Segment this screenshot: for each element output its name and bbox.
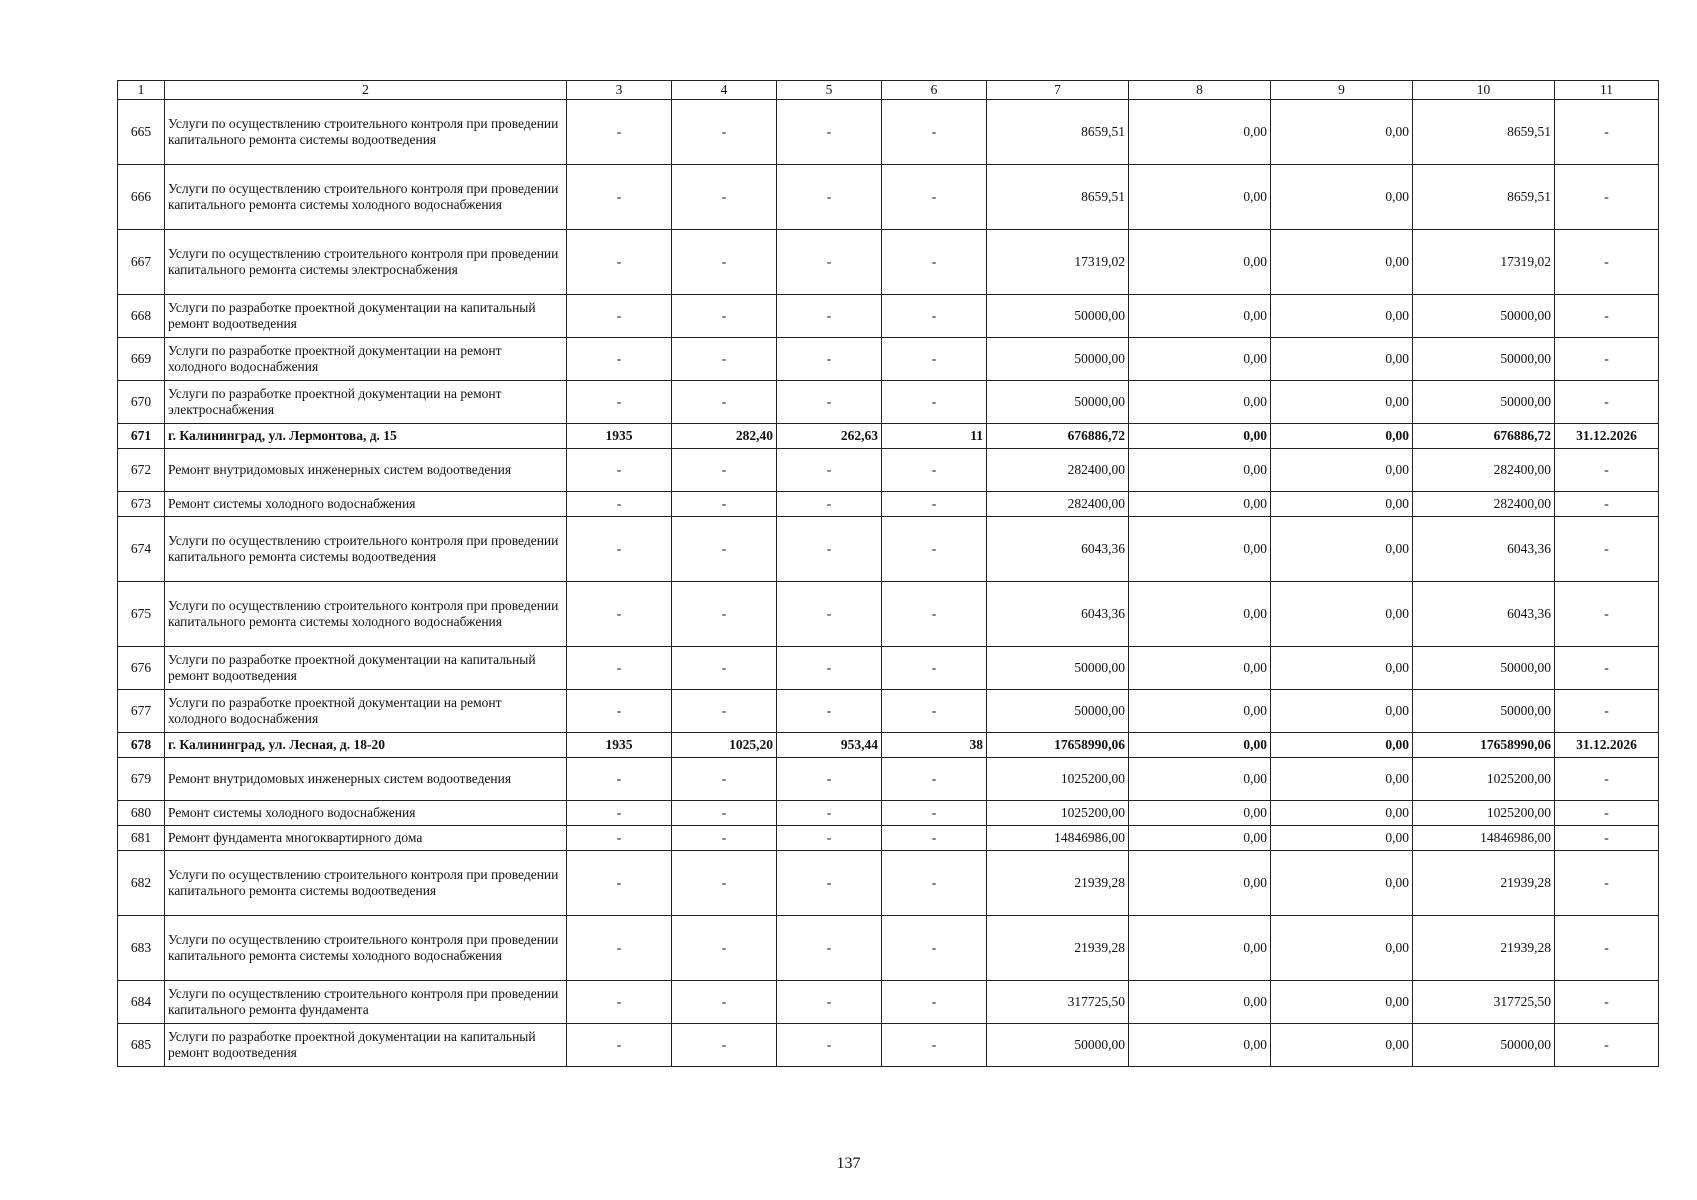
cell-col-4: - bbox=[672, 690, 777, 733]
table-body bbox=[118, 81, 1659, 1067]
row-name-cell: Услуги по разработке проектной документации на ремонт холодного водоснабжения bbox=[165, 338, 567, 381]
data-table bbox=[117, 80, 1659, 1067]
cell-col-3: - bbox=[567, 381, 672, 424]
row-number-cell: 668 bbox=[118, 295, 165, 338]
row-name-cell: Ремонт внутридомовых инженерных систем водоотведения bbox=[165, 758, 567, 801]
table-row bbox=[118, 517, 1659, 582]
header-cell: 5 bbox=[777, 81, 882, 100]
cell-col-11: - bbox=[1555, 582, 1659, 647]
row-number-cell: 666 bbox=[118, 165, 165, 230]
cell-col-9: 0,00 bbox=[1271, 381, 1413, 424]
cell-col-3: - bbox=[567, 758, 672, 801]
cell-col-4: - bbox=[672, 647, 777, 690]
cell-col-11: - bbox=[1555, 851, 1659, 916]
cell-col-4: - bbox=[672, 449, 777, 492]
cell-col-9: 0,00 bbox=[1271, 517, 1413, 582]
cell-col-3: 1935 bbox=[567, 424, 672, 449]
cell-col-10: 50000,00 bbox=[1413, 690, 1555, 733]
cell-col-8: 0,00 bbox=[1129, 801, 1271, 826]
cell-col-11: - bbox=[1555, 165, 1659, 230]
cell-col-3: - bbox=[567, 1024, 672, 1067]
cell-col-11: - bbox=[1555, 647, 1659, 690]
cell-col-7: 21939,28 bbox=[987, 851, 1129, 916]
cell-col-5: - bbox=[777, 338, 882, 381]
row-number-cell: 669 bbox=[118, 338, 165, 381]
cell-col-9: 0,00 bbox=[1271, 647, 1413, 690]
row-number-cell: 677 bbox=[118, 690, 165, 733]
cell-col-3: - bbox=[567, 851, 672, 916]
cell-col-5: - bbox=[777, 1024, 882, 1067]
row-number-cell: 673 bbox=[118, 492, 165, 517]
cell-col-9: 0,00 bbox=[1271, 424, 1413, 449]
cell-col-9: 0,00 bbox=[1271, 338, 1413, 381]
row-number-cell: 672 bbox=[118, 449, 165, 492]
cell-col-11: - bbox=[1555, 295, 1659, 338]
cell-col-11: - bbox=[1555, 338, 1659, 381]
cell-col-10: 6043,36 bbox=[1413, 582, 1555, 647]
table-row bbox=[118, 230, 1659, 295]
cell-col-5: - bbox=[777, 758, 882, 801]
cell-col-6: - bbox=[882, 295, 987, 338]
cell-col-10: 17319,02 bbox=[1413, 230, 1555, 295]
cell-col-9: 0,00 bbox=[1271, 165, 1413, 230]
cell-col-6: - bbox=[882, 851, 987, 916]
cell-col-4: - bbox=[672, 338, 777, 381]
cell-col-4: - bbox=[672, 517, 777, 582]
cell-col-4: - bbox=[672, 981, 777, 1024]
cell-col-9: 0,00 bbox=[1271, 100, 1413, 165]
cell-col-9: 0,00 bbox=[1271, 690, 1413, 733]
cell-col-11: - bbox=[1555, 690, 1659, 733]
cell-col-7: 50000,00 bbox=[987, 338, 1129, 381]
cell-col-8: 0,00 bbox=[1129, 981, 1271, 1024]
cell-col-9: 0,00 bbox=[1271, 582, 1413, 647]
table-row bbox=[118, 100, 1659, 165]
cell-col-9: 0,00 bbox=[1271, 851, 1413, 916]
cell-col-11: - bbox=[1555, 758, 1659, 801]
table-row bbox=[118, 1024, 1659, 1067]
cell-col-5: - bbox=[777, 449, 882, 492]
cell-col-9: 0,00 bbox=[1271, 733, 1413, 758]
row-number-cell: 665 bbox=[118, 100, 165, 165]
table-row bbox=[118, 582, 1659, 647]
cell-col-4: - bbox=[672, 492, 777, 517]
cell-col-10: 282400,00 bbox=[1413, 449, 1555, 492]
cell-col-10: 1025200,00 bbox=[1413, 801, 1555, 826]
table-row bbox=[118, 381, 1659, 424]
cell-col-7: 50000,00 bbox=[987, 295, 1129, 338]
cell-col-5: - bbox=[777, 492, 882, 517]
cell-col-9: 0,00 bbox=[1271, 758, 1413, 801]
cell-col-8: 0,00 bbox=[1129, 295, 1271, 338]
cell-col-8: 0,00 bbox=[1129, 517, 1271, 582]
cell-col-10: 21939,28 bbox=[1413, 851, 1555, 916]
cell-col-6: - bbox=[882, 449, 987, 492]
cell-col-11: - bbox=[1555, 981, 1659, 1024]
cell-col-5: - bbox=[777, 230, 882, 295]
cell-col-5: - bbox=[777, 801, 882, 826]
cell-col-5: - bbox=[777, 916, 882, 981]
cell-col-8: 0,00 bbox=[1129, 826, 1271, 851]
row-number-cell: 685 bbox=[118, 1024, 165, 1067]
row-name-cell: Ремонт системы холодного водоснабжения bbox=[165, 492, 567, 517]
cell-col-7: 6043,36 bbox=[987, 517, 1129, 582]
row-name-cell: г. Калининград, ул. Лермонтова, д. 15 bbox=[165, 424, 567, 449]
cell-col-3: - bbox=[567, 801, 672, 826]
cell-col-6: 38 bbox=[882, 733, 987, 758]
cell-col-10: 50000,00 bbox=[1413, 381, 1555, 424]
cell-col-5: - bbox=[777, 981, 882, 1024]
cell-col-5: - bbox=[777, 295, 882, 338]
cell-col-9: 0,00 bbox=[1271, 916, 1413, 981]
cell-col-6: - bbox=[882, 916, 987, 981]
row-number-cell: 681 bbox=[118, 826, 165, 851]
row-number-cell: 671 bbox=[118, 424, 165, 449]
table-row bbox=[118, 647, 1659, 690]
cell-col-8: 0,00 bbox=[1129, 690, 1271, 733]
row-name-cell: Услуги по разработке проектной документации на капитальный ремонт водоотведения bbox=[165, 647, 567, 690]
cell-col-8: 0,00 bbox=[1129, 851, 1271, 916]
cell-col-7: 50000,00 bbox=[987, 647, 1129, 690]
row-name-cell: Услуги по осуществлению строительного контроля при проведении капитального ремонта системы холодного водоснабжения bbox=[165, 916, 567, 981]
cell-col-8: 0,00 bbox=[1129, 100, 1271, 165]
cell-col-6: - bbox=[882, 492, 987, 517]
cell-col-6: 11 bbox=[882, 424, 987, 449]
table-row bbox=[118, 338, 1659, 381]
cell-col-5: 262,63 bbox=[777, 424, 882, 449]
cell-col-5: - bbox=[777, 100, 882, 165]
cell-col-8: 0,00 bbox=[1129, 492, 1271, 517]
row-name-cell: Услуги по разработке проектной документации на капитальный ремонт водоотведения bbox=[165, 295, 567, 338]
cell-col-9: 0,00 bbox=[1271, 230, 1413, 295]
cell-col-10: 282400,00 bbox=[1413, 492, 1555, 517]
cell-col-4: - bbox=[672, 851, 777, 916]
row-number-cell: 676 bbox=[118, 647, 165, 690]
cell-col-6: - bbox=[882, 165, 987, 230]
row-number-cell: 682 bbox=[118, 851, 165, 916]
cell-col-9: 0,00 bbox=[1271, 1024, 1413, 1067]
row-number-cell: 674 bbox=[118, 517, 165, 582]
cell-col-6: - bbox=[882, 338, 987, 381]
row-name-cell: Услуги по осуществлению строительного контроля при проведении капитального ремонта системы холодного водоснабжения bbox=[165, 582, 567, 647]
cell-col-5: - bbox=[777, 165, 882, 230]
cell-col-10: 50000,00 bbox=[1413, 295, 1555, 338]
cell-col-10: 6043,36 bbox=[1413, 517, 1555, 582]
cell-col-4: - bbox=[672, 582, 777, 647]
row-name-cell: Ремонт системы холодного водоснабжения bbox=[165, 801, 567, 826]
cell-col-8: 0,00 bbox=[1129, 916, 1271, 981]
cell-col-6: - bbox=[882, 826, 987, 851]
row-name-cell: Услуги по разработке проектной документации на ремонт электроснабжения bbox=[165, 381, 567, 424]
table-row bbox=[118, 826, 1659, 851]
row-number-cell: 670 bbox=[118, 381, 165, 424]
cell-col-5: - bbox=[777, 647, 882, 690]
cell-col-4: - bbox=[672, 100, 777, 165]
cell-col-10: 1025200,00 bbox=[1413, 758, 1555, 801]
table-row bbox=[118, 165, 1659, 230]
cell-col-8: 0,00 bbox=[1129, 733, 1271, 758]
cell-col-4: 282,40 bbox=[672, 424, 777, 449]
cell-col-3: - bbox=[567, 449, 672, 492]
cell-col-5: - bbox=[777, 851, 882, 916]
cell-col-7: 1025200,00 bbox=[987, 801, 1129, 826]
cell-col-8: 0,00 bbox=[1129, 449, 1271, 492]
header-cell: 10 bbox=[1413, 81, 1555, 100]
address-row bbox=[118, 733, 1659, 758]
cell-col-7: 317725,50 bbox=[987, 981, 1129, 1024]
cell-col-10: 17658990,06 bbox=[1413, 733, 1555, 758]
header-cell: 8 bbox=[1129, 81, 1271, 100]
cell-col-7: 8659,51 bbox=[987, 100, 1129, 165]
row-name-cell: Услуги по осуществлению строительного контроля при проведении капитального ремонта системы водоотведения bbox=[165, 100, 567, 165]
cell-col-11: - bbox=[1555, 381, 1659, 424]
header-cell: 1 bbox=[118, 81, 165, 100]
cell-col-3: - bbox=[567, 916, 672, 981]
cell-col-6: - bbox=[882, 647, 987, 690]
cell-col-8: 0,00 bbox=[1129, 424, 1271, 449]
cell-col-8: 0,00 bbox=[1129, 1024, 1271, 1067]
cell-col-3: - bbox=[567, 492, 672, 517]
cell-col-9: 0,00 bbox=[1271, 295, 1413, 338]
row-number-cell: 680 bbox=[118, 801, 165, 826]
cell-col-8: 0,00 bbox=[1129, 582, 1271, 647]
cell-col-4: - bbox=[672, 381, 777, 424]
cell-col-3: - bbox=[567, 230, 672, 295]
cell-col-9: 0,00 bbox=[1271, 492, 1413, 517]
header-cell: 7 bbox=[987, 81, 1129, 100]
cell-col-3: - bbox=[567, 517, 672, 582]
cell-col-3: - bbox=[567, 100, 672, 165]
cell-col-11: - bbox=[1555, 449, 1659, 492]
row-name-cell: г. Калининград, ул. Лесная, д. 18-20 bbox=[165, 733, 567, 758]
cell-col-5: - bbox=[777, 517, 882, 582]
header-cell: 11 bbox=[1555, 81, 1659, 100]
cell-col-11: 31.12.2026 bbox=[1555, 424, 1659, 449]
cell-col-9: 0,00 bbox=[1271, 826, 1413, 851]
cell-col-7: 676886,72 bbox=[987, 424, 1129, 449]
table-row bbox=[118, 981, 1659, 1024]
table-row bbox=[118, 851, 1659, 916]
table-row bbox=[118, 801, 1659, 826]
cell-col-4: - bbox=[672, 801, 777, 826]
row-name-cell: Услуги по осуществлению строительного контроля при проведении капитального ремонта системы холодного водоснабжения bbox=[165, 165, 567, 230]
cell-col-4: - bbox=[672, 230, 777, 295]
cell-col-4: - bbox=[672, 916, 777, 981]
cell-col-3: - bbox=[567, 165, 672, 230]
row-number-cell: 684 bbox=[118, 981, 165, 1024]
cell-col-7: 50000,00 bbox=[987, 690, 1129, 733]
cell-col-10: 8659,51 bbox=[1413, 165, 1555, 230]
cell-col-10: 676886,72 bbox=[1413, 424, 1555, 449]
cell-col-4: - bbox=[672, 1024, 777, 1067]
cell-col-5: - bbox=[777, 582, 882, 647]
cell-col-7: 282400,00 bbox=[987, 449, 1129, 492]
row-number-cell: 678 bbox=[118, 733, 165, 758]
header-cell: 3 bbox=[567, 81, 672, 100]
row-name-cell: Услуги по осуществлению строительного контроля при проведении капитального ремонта системы водоотведения bbox=[165, 517, 567, 582]
cell-col-8: 0,00 bbox=[1129, 758, 1271, 801]
cell-col-6: - bbox=[882, 381, 987, 424]
cell-col-4: - bbox=[672, 758, 777, 801]
cell-col-3: - bbox=[567, 826, 672, 851]
cell-col-5: - bbox=[777, 381, 882, 424]
cell-col-10: 50000,00 bbox=[1413, 338, 1555, 381]
row-name-cell: Услуги по разработке проектной документации на капитальный ремонт водоотведения bbox=[165, 1024, 567, 1067]
cell-col-10: 14846986,00 bbox=[1413, 826, 1555, 851]
cell-col-9: 0,00 bbox=[1271, 449, 1413, 492]
cell-col-11: - bbox=[1555, 492, 1659, 517]
cell-col-3: - bbox=[567, 981, 672, 1024]
cell-col-10: 50000,00 bbox=[1413, 647, 1555, 690]
row-name-cell: Ремонт внутридомовых инженерных систем водоотведения bbox=[165, 449, 567, 492]
table-row bbox=[118, 916, 1659, 981]
cell-col-6: - bbox=[882, 690, 987, 733]
cell-col-8: 0,00 bbox=[1129, 338, 1271, 381]
header-cell: 9 bbox=[1271, 81, 1413, 100]
table-row bbox=[118, 295, 1659, 338]
cell-col-3: - bbox=[567, 582, 672, 647]
cell-col-8: 0,00 bbox=[1129, 165, 1271, 230]
cell-col-8: 0,00 bbox=[1129, 230, 1271, 295]
row-number-cell: 679 bbox=[118, 758, 165, 801]
row-name-cell: Ремонт фундамента многоквартирного дома bbox=[165, 826, 567, 851]
cell-col-4: 1025,20 bbox=[672, 733, 777, 758]
cell-col-7: 14846986,00 bbox=[987, 826, 1129, 851]
row-name-cell: Услуги по разработке проектной документации на ремонт холодного водоснабжения bbox=[165, 690, 567, 733]
address-row bbox=[118, 424, 1659, 449]
cell-col-6: - bbox=[882, 517, 987, 582]
cell-col-7: 6043,36 bbox=[987, 582, 1129, 647]
table-row bbox=[118, 449, 1659, 492]
cell-col-6: - bbox=[882, 100, 987, 165]
cell-col-11: - bbox=[1555, 1024, 1659, 1067]
row-name-cell: Услуги по осуществлению строительного контроля при проведении капитального ремонта системы водоотведения bbox=[165, 851, 567, 916]
cell-col-4: - bbox=[672, 295, 777, 338]
cell-col-10: 50000,00 bbox=[1413, 1024, 1555, 1067]
table-row bbox=[118, 690, 1659, 733]
cell-col-8: 0,00 bbox=[1129, 647, 1271, 690]
header-cell: 4 bbox=[672, 81, 777, 100]
cell-col-3: 1935 bbox=[567, 733, 672, 758]
cell-col-11: - bbox=[1555, 801, 1659, 826]
cell-col-6: - bbox=[882, 758, 987, 801]
cell-col-7: 17658990,06 bbox=[987, 733, 1129, 758]
cell-col-11: - bbox=[1555, 916, 1659, 981]
cell-col-6: - bbox=[882, 801, 987, 826]
cell-col-7: 282400,00 bbox=[987, 492, 1129, 517]
cell-col-6: - bbox=[882, 981, 987, 1024]
cell-col-7: 50000,00 bbox=[987, 1024, 1129, 1067]
table-header-row bbox=[118, 81, 1659, 100]
page-number: 137 bbox=[836, 1155, 861, 1172]
cell-col-3: - bbox=[567, 647, 672, 690]
cell-col-4: - bbox=[672, 826, 777, 851]
row-number-cell: 667 bbox=[118, 230, 165, 295]
row-number-cell: 675 bbox=[118, 582, 165, 647]
cell-col-7: 1025200,00 bbox=[987, 758, 1129, 801]
row-name-cell: Услуги по осуществлению строительного контроля при проведении капитального ремонта системы электроснабжения bbox=[165, 230, 567, 295]
cell-col-6: - bbox=[882, 230, 987, 295]
cell-col-11: - bbox=[1555, 230, 1659, 295]
cell-col-11: 31.12.2026 bbox=[1555, 733, 1659, 758]
row-number-cell: 683 bbox=[118, 916, 165, 981]
cell-col-4: - bbox=[672, 165, 777, 230]
cell-col-5: - bbox=[777, 690, 882, 733]
cell-col-10: 317725,50 bbox=[1413, 981, 1555, 1024]
cell-col-5: 953,44 bbox=[777, 733, 882, 758]
table-row bbox=[118, 758, 1659, 801]
cell-col-7: 8659,51 bbox=[987, 165, 1129, 230]
cell-col-6: - bbox=[882, 582, 987, 647]
cell-col-6: - bbox=[882, 1024, 987, 1067]
cell-col-7: 21939,28 bbox=[987, 916, 1129, 981]
cell-col-3: - bbox=[567, 338, 672, 381]
cell-col-10: 8659,51 bbox=[1413, 100, 1555, 165]
cell-col-11: - bbox=[1555, 826, 1659, 851]
cell-col-11: - bbox=[1555, 100, 1659, 165]
cell-col-8: 0,00 bbox=[1129, 381, 1271, 424]
row-name-cell: Услуги по осуществлению строительного контроля при проведении капитального ремонта фундамента bbox=[165, 981, 567, 1024]
cell-col-3: - bbox=[567, 295, 672, 338]
cell-col-10: 21939,28 bbox=[1413, 916, 1555, 981]
cell-col-9: 0,00 bbox=[1271, 801, 1413, 826]
cell-col-7: 17319,02 bbox=[987, 230, 1129, 295]
header-cell: 2 bbox=[165, 81, 567, 100]
cell-col-7: 50000,00 bbox=[987, 381, 1129, 424]
cell-col-5: - bbox=[777, 826, 882, 851]
header-cell: 6 bbox=[882, 81, 987, 100]
cell-col-3: - bbox=[567, 690, 672, 733]
cell-col-11: - bbox=[1555, 517, 1659, 582]
cell-col-9: 0,00 bbox=[1271, 981, 1413, 1024]
table-row bbox=[118, 492, 1659, 517]
